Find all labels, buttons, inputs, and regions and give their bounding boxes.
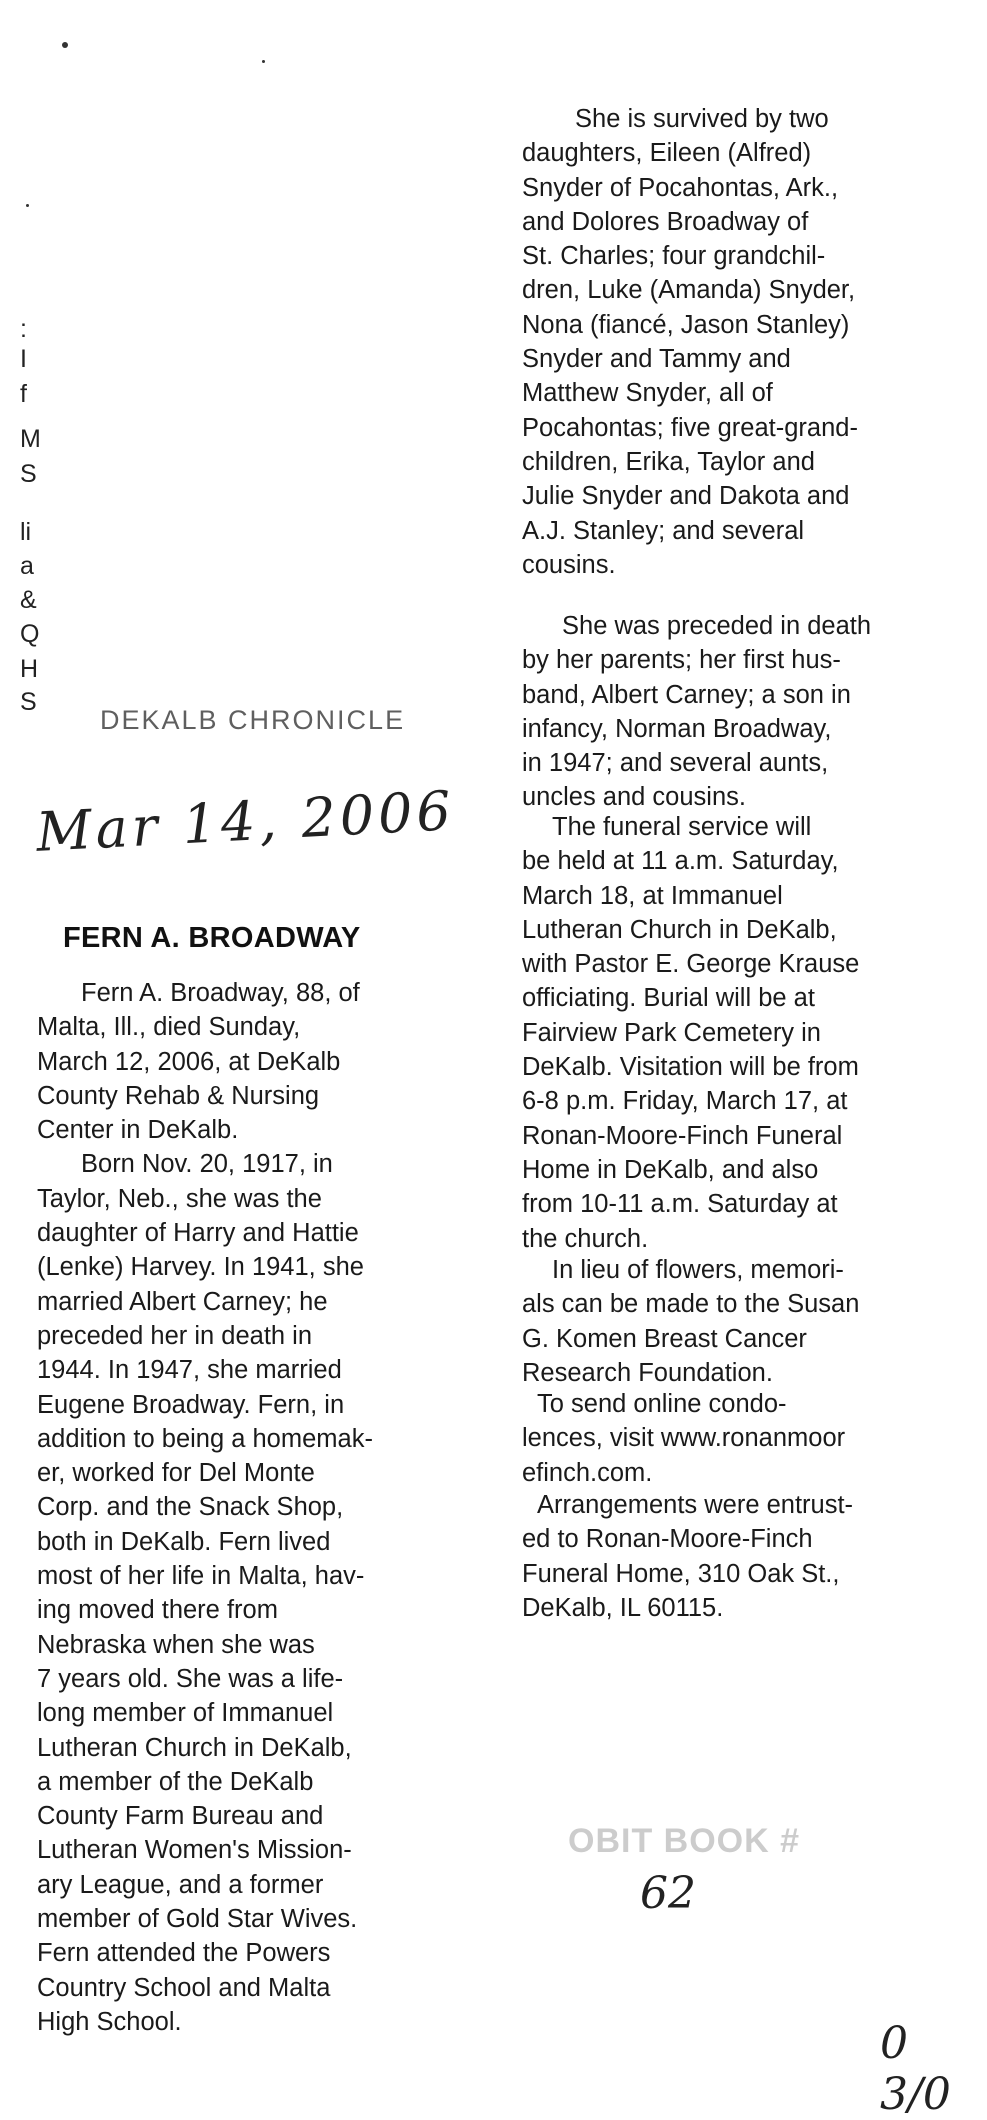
text-line: cousins. [522, 550, 616, 579]
text-line: Country School and Malta [37, 1973, 331, 2002]
text-line: Nebraska when she was [37, 1630, 315, 1659]
handwritten-date: Mar 14, 2006 [34, 779, 457, 864]
text-line: both in DeKalb. Fern lived [37, 1527, 331, 1556]
text-line: Snyder of Pocahontas, Ark., [522, 173, 839, 202]
text-line: Eugene Broadway. Fern, in [37, 1390, 345, 1419]
text-line: Center in DeKalb. [37, 1116, 239, 1145]
text-line: March 12, 2006, at DeKalb [37, 1047, 341, 1076]
text-line: Nona (fiancé, Jason Stanley) [522, 310, 850, 339]
text-line: High School. [37, 2007, 182, 2036]
paragraph [522, 1387, 845, 1490]
text-line: Ronan-Moore-Finch Funeral [522, 1121, 843, 1150]
text-line: and Dolores Broadway of [522, 207, 809, 236]
fragment-text: & [20, 586, 37, 614]
text-line: Lutheran Church in DeKalb, [37, 1733, 352, 1762]
text-line: Matthew Snyder, all of [522, 379, 773, 408]
corner-handwritten-note: 0 3/0 [880, 2018, 951, 2120]
fragment-text: I [20, 345, 27, 373]
text-line: Fern A. Broadway, 88, of [81, 979, 360, 1007]
text-line: addition to being a homemak- [37, 1424, 373, 1453]
fragment-text: f [20, 380, 27, 408]
obituary-name-heading: FERN A. BROADWAY [63, 922, 361, 954]
text-line: married Albert Carney; he [37, 1287, 328, 1316]
text-line: officiating. Burial will be at [522, 984, 815, 1013]
text-line: (Lenke) Harvey. In 1941, she [37, 1253, 364, 1282]
text-line: Funeral Home, 310 Oak St., [522, 1559, 840, 1588]
obituary-left-column [37, 976, 373, 2039]
text-line: infancy, Norman Broadway, [522, 714, 832, 743]
text-line: St. Charles; four grandchil- [522, 242, 826, 271]
fragment-text: H [20, 655, 39, 683]
text-line: lences, visit www.ronanmoor [522, 1424, 846, 1453]
text-line: ing moved there from [37, 1596, 278, 1625]
text-line: ed to Ronan-Moore-Finch [522, 1525, 813, 1554]
text-line: To send online condo- [537, 1390, 787, 1418]
text-line: Arrangements were entrust- [537, 1491, 854, 1519]
text-line: a member of the DeKalb [37, 1767, 314, 1796]
obit-book-stamp: OBIT BOOK # [568, 1822, 801, 1860]
text-line: Lutheran Church in DeKalb, [522, 915, 837, 944]
text-line: in 1947; and several aunts, [522, 749, 829, 778]
text-line: Fern attended the Powers [37, 1939, 331, 1968]
text-line: long member of Immanuel [37, 1699, 334, 1728]
text-line: the church. [522, 1224, 649, 1253]
paragraph [522, 810, 859, 1256]
text-line: band, Albert Carney; a son in [522, 680, 851, 709]
fragment-text: Q [20, 620, 40, 648]
fragment-text: li [20, 518, 32, 546]
text-line: uncles and cousins. [522, 783, 746, 812]
text-line: children, Erika, Taylor and [522, 447, 815, 476]
text-line: A.J. Stanley; and several [522, 516, 805, 545]
text-line: from 10-11 a.m. Saturday at [522, 1190, 838, 1219]
text-line: ary League, and a former [37, 1870, 324, 1899]
text-line: 6-8 p.m. Friday, March 17, at [522, 1087, 848, 1116]
scan-speck [26, 204, 29, 207]
text-line: County Rehab & Nursing [37, 1081, 320, 1110]
obit-book-number: 62 [640, 1868, 696, 1919]
text-line: March 18, at Immanuel [522, 881, 783, 910]
paragraph [522, 1488, 853, 1625]
text-line: Malta, Ill., died Sunday, [37, 1013, 301, 1042]
text-line: be held at 11 a.m. Saturday, [522, 847, 839, 876]
text-line: Taylor, Neb., she was the [37, 1184, 322, 1213]
text-line: The funeral service will [552, 813, 812, 841]
text-line: Pocahontas; five great-grand- [522, 413, 858, 442]
text-line: DeKalb. Visitation will be from [522, 1053, 859, 1082]
scan-speck [62, 42, 68, 48]
fragment-text: a [20, 552, 34, 580]
fragment-text: S [20, 688, 37, 716]
text-line: daughters, Eileen (Alfred) [522, 139, 812, 168]
text-line: efinch.com. [522, 1458, 653, 1487]
text-line: Research Foundation. [522, 1358, 773, 1387]
text-line: Lutheran Women's Mission- [37, 1836, 352, 1865]
scan-speck [262, 60, 265, 63]
text-line: County Farm Bureau and [37, 1802, 324, 1831]
text-line: member of Gold Star Wives. [37, 1905, 358, 1934]
fragment-text: S [20, 460, 37, 488]
text-line: er, worked for Del Monte [37, 1459, 315, 1488]
text-line: Julie Snyder and Dakota and [522, 482, 850, 511]
text-line: 7 years old. She was a life- [37, 1664, 344, 1693]
text-line: daughter of Harry and Hattie [37, 1219, 359, 1248]
text-line: dren, Luke (Amanda) Snyder, [522, 276, 856, 305]
text-line: DeKalb, IL 60115. [522, 1593, 724, 1622]
text-line: preceded her in death in [37, 1321, 313, 1350]
text-line: 1944. In 1947, she married [37, 1356, 342, 1385]
text-line: She is survived by two [575, 105, 829, 133]
paragraph [522, 1253, 859, 1390]
paragraph [522, 609, 871, 815]
fragment-text: M [20, 425, 41, 453]
text-line: with Pastor E. George Krause [522, 950, 860, 979]
text-line: Snyder and Tammy and [522, 345, 791, 374]
text-line: She was preceded in death [562, 612, 872, 640]
text-line: als can be made to the Susan [522, 1290, 860, 1319]
newspaper-stamp: DEKALB CHRONICLE [100, 705, 406, 735]
text-line: G. Komen Breast Cancer [522, 1324, 807, 1353]
text-line: Home in DeKalb, and also [522, 1155, 819, 1184]
fragment-text: : [20, 315, 27, 343]
text-line: by her parents; her first hus- [522, 646, 841, 675]
text-line: Fairview Park Cemetery in [522, 1018, 821, 1047]
text-line: Born Nov. 20, 1917, in [81, 1150, 333, 1179]
paragraph [522, 102, 858, 582]
text-line: most of her life in Malta, hav- [37, 1562, 365, 1591]
text-line: In lieu of flowers, memori- [552, 1256, 844, 1284]
text-line: Corp. and the Snack Shop, [37, 1493, 344, 1522]
